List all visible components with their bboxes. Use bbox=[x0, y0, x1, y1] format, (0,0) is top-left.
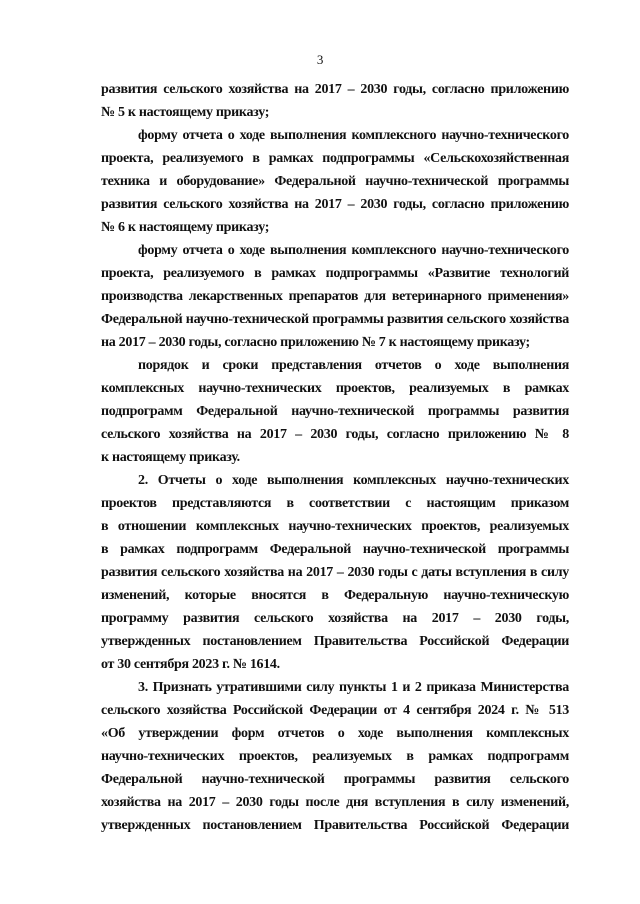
text-line: проекта, реализуемого в рамках подпрограммы «Сельскохозяйственная bbox=[101, 151, 569, 166]
text-line: утвержденных постановлением Правительства Российской Федерации bbox=[101, 634, 569, 649]
text-line: подпрограмм Федеральной научно-технической программы развития bbox=[101, 404, 569, 419]
text-line: проектов представляются в соответствии с настоящим приказом bbox=[101, 496, 569, 511]
text-line: «Об утверждении форм отчетов о ходе выполнения комплексных bbox=[101, 726, 569, 741]
text-line: Федеральной научно-технической программы развития сельского хозяйства bbox=[101, 312, 569, 327]
text-line: на 2017 – 2030 годы, согласно приложению № 7 к настоящему приказу; bbox=[101, 335, 530, 350]
text-line: развития сельского хозяйства на 2017 – 2030 годы, согласно приложению bbox=[101, 82, 569, 97]
text-line: развития сельского хозяйства на 2017 – 2030 годы с даты вступления в силу bbox=[101, 565, 569, 580]
text-line: хозяйства на 2017 – 2030 годы после дня вступления в силу изменений, bbox=[101, 795, 569, 810]
text-line: техника и оборудование» Федеральной научно-технической программы bbox=[101, 174, 569, 189]
page-number: 3 bbox=[316, 52, 324, 67]
text-line: в отношении комплексных научно-технических проектов, реализуемых bbox=[101, 519, 569, 534]
text-line: 2. Отчеты о ходе выполнения комплексных научно-технических bbox=[138, 473, 569, 488]
text-line: производства лекарственных препаратов для ветеринарного применения» bbox=[101, 289, 569, 304]
text-line: изменений, которые вносятся в Федеральную научно-техническую bbox=[101, 588, 569, 603]
text-line: в рамках подпрограмм Федеральной научно-технической программы bbox=[101, 542, 569, 557]
text-line: 3. Признать утратившими силу пункты 1 и 2 приказа Министерства bbox=[138, 680, 569, 695]
text-line: сельского хозяйства на 2017 – 2030 годы, согласно приложению № 8 bbox=[101, 427, 569, 442]
text-line: комплексных научно-технических проектов, реализуемых в рамках bbox=[101, 381, 569, 396]
text-line: проекта, реализуемого в рамках подпрограммы «Развитие технологий bbox=[101, 266, 569, 281]
text-line: научно-технических проектов, реализуемых в рамках подпрограмм bbox=[101, 749, 569, 764]
text-line: утвержденных постановлением Правительства Российской Федерации bbox=[101, 818, 569, 833]
text-line: сельского хозяйства Российской Федерации от 4 сентября 2024 г. № 513 bbox=[101, 703, 569, 718]
text-line: № 6 к настоящему приказу; bbox=[101, 220, 270, 235]
text-line: к настоящему приказу. bbox=[101, 450, 240, 465]
text-line: развития сельского хозяйства на 2017 – 2030 годы, согласно приложению bbox=[101, 197, 569, 212]
text-line: Федеральной научно-технической программы развития сельского bbox=[101, 772, 569, 787]
text-line: форму отчета о ходе выполнения комплексного научно-технического bbox=[138, 243, 569, 258]
text-line: форму отчета о ходе выполнения комплексного научно-технического bbox=[138, 128, 569, 143]
text-line: от 30 сентября 2023 г. № 1614. bbox=[101, 657, 280, 672]
text-line: программу развития сельского хозяйства на 2017 – 2030 годы, bbox=[101, 611, 569, 626]
text-line: порядок и сроки представления отчетов о ходе выполнения bbox=[138, 358, 569, 373]
text-line: № 5 к настоящему приказу; bbox=[101, 105, 270, 120]
